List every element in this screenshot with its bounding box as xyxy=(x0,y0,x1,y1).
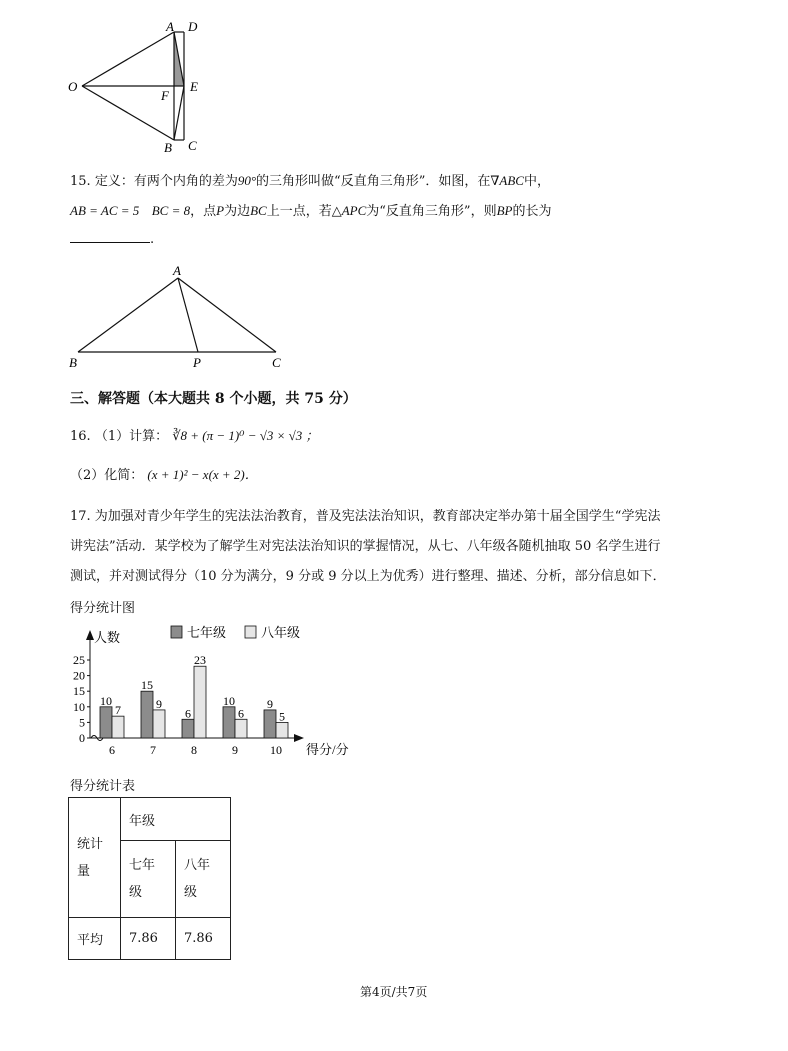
legend-swatch-grade7 xyxy=(171,626,182,638)
q15-text: 的三角形叫做“反直角三角形”．如图，在 xyxy=(256,174,491,189)
grade8-line2: 级 xyxy=(184,885,198,900)
y-axis-arrow xyxy=(86,630,94,640)
q16-part1-expression: ∛8 + (π − 1)⁰ − √3 × √3 ； xyxy=(172,428,319,443)
point-p: P xyxy=(216,203,225,218)
q15-answer-blank[interactable] xyxy=(70,232,154,247)
bar-value-label: 15 xyxy=(141,678,153,693)
bar-grade7-8 xyxy=(182,719,194,738)
x-tick-label: 8 xyxy=(191,743,197,757)
figure-triangle-abc xyxy=(66,262,296,374)
x-axis-arrow xyxy=(294,734,304,742)
bar-value-label: 10 xyxy=(223,693,235,708)
equation-bc: BC = 8 xyxy=(151,203,191,218)
section-title: 三、解答题（本大题共 8 个小题，共 75 分） xyxy=(70,391,357,407)
label-O: O xyxy=(68,79,78,94)
triangle-apc: APC xyxy=(341,203,367,218)
row-header-cell xyxy=(69,798,121,918)
col-header-cell: 年级 xyxy=(121,798,231,841)
figure-kite-geometry xyxy=(60,18,220,158)
bar-grade8-7 xyxy=(153,710,165,738)
label-P: P xyxy=(193,355,201,370)
triangle-symbol: ∇ xyxy=(490,174,500,189)
score-bar-chart xyxy=(60,620,380,765)
q16-number: 16. xyxy=(70,429,91,444)
x-tick-label: 6 xyxy=(109,743,115,757)
q15-text: 中， xyxy=(523,174,550,189)
grade8-header xyxy=(176,841,231,918)
avg-label: 平均 xyxy=(69,918,121,960)
y-tick-label: 20 xyxy=(73,668,85,683)
legend-label-grade8: 八年级 xyxy=(261,625,301,640)
q15-number: 15. xyxy=(70,174,91,189)
bar-grade7-7 xyxy=(141,691,153,738)
q15-text: 上一点，若△ xyxy=(266,204,342,219)
y-tick-label: 15 xyxy=(73,684,85,699)
bar-value-label: 6 xyxy=(185,706,191,721)
q15-text: 为“反直角三角形”，则 xyxy=(366,204,497,219)
bar-grade8-8 xyxy=(194,666,206,738)
side-bc: BC xyxy=(250,203,267,218)
label-B: B xyxy=(69,355,77,370)
q15-line2 xyxy=(70,200,551,219)
grade7-line2: 级 xyxy=(129,885,143,900)
bar-value-label: 23 xyxy=(194,653,206,668)
q15-text: 为边 xyxy=(224,204,251,219)
x-tick-label: 9 xyxy=(232,743,238,757)
grade7-line1: 七年 xyxy=(129,858,156,873)
bar-value-label: 9 xyxy=(156,696,162,711)
row-header-line1: 统计 xyxy=(77,836,104,852)
legend-swatch-grade8 xyxy=(245,626,256,638)
bar-grade8-10 xyxy=(276,722,288,738)
y-axis-label: 人数 xyxy=(94,630,121,645)
bar-grade8-6 xyxy=(112,716,124,738)
y-tick-label: 10 xyxy=(73,699,85,714)
label-F: F xyxy=(161,88,169,103)
score-stat-table xyxy=(68,797,231,960)
avg-grade7: 7.86 xyxy=(121,918,176,960)
bar-grade8-9 xyxy=(235,719,247,738)
y-tick-label: 25 xyxy=(73,653,85,667)
bar-value-label: 9 xyxy=(267,696,273,711)
bar-grade7-6 xyxy=(100,707,112,738)
table-caption: 得分统计表 xyxy=(70,779,136,794)
segment-bp: BP xyxy=(496,203,513,218)
label-A: A xyxy=(166,19,174,34)
bar-value-label: 5 xyxy=(279,709,285,724)
q16-part2 xyxy=(70,464,258,483)
bar-grade7-9 xyxy=(223,707,235,738)
grade7-header xyxy=(121,841,176,918)
y-tick-label: 0 xyxy=(79,731,85,745)
bar-value-label: 7 xyxy=(115,703,121,718)
y-tick-label: 5 xyxy=(79,715,85,730)
q16-part1-label: （1）计算： xyxy=(94,429,169,444)
x-tick-label: 10 xyxy=(270,743,282,757)
q16-part2-label: （2）化简： xyxy=(70,468,144,483)
q17-line3: 测试，并对测试得分（10 分为满分，9 分或 9 分以上为优秀）进行整理、描述、分析，部分信息如下． xyxy=(70,569,666,584)
label-E: E xyxy=(190,79,198,94)
chart-caption: 得分统计图 xyxy=(70,601,136,616)
q16-part2-expression: (x + 1)² − x(x + 2)． xyxy=(147,467,258,482)
bar-grade7-10 xyxy=(264,710,276,738)
avg-grade8: 7.86 xyxy=(176,918,231,960)
label-A: A xyxy=(173,263,181,278)
bar-value-label: 6 xyxy=(238,706,244,721)
triangle-name: ABC xyxy=(499,173,524,188)
q17-line2: 讲宪法”活动．某学校为了解学生对宪法法治知识的掌握情况，从七、八年级各随机抽取 50 名学生进行 xyxy=(70,539,661,554)
q15-angle: 90° xyxy=(237,173,257,188)
label-C: C xyxy=(272,355,281,370)
q15-line1 xyxy=(70,170,550,189)
x-axis-label: 得分/分 xyxy=(306,742,349,757)
row-header-line2: 量 xyxy=(77,863,91,879)
q15-text: 的长为 xyxy=(512,204,552,219)
bar-value-label: 10 xyxy=(100,693,112,708)
label-C: C xyxy=(188,138,197,153)
equation-ab-ac: AB = AC = 5 xyxy=(70,203,140,218)
q15-text: ，点 xyxy=(190,204,217,219)
q15-text: 定义：有两个内角的差为 xyxy=(94,174,238,189)
grade8-line1: 八年 xyxy=(184,858,211,873)
period: . xyxy=(150,232,155,247)
legend-label-grade7: 七年级 xyxy=(187,625,227,640)
page-footer: 第4页/共7页 xyxy=(360,985,428,999)
x-tick-label: 7 xyxy=(150,743,156,757)
q16-part1 xyxy=(70,425,319,444)
label-D: D xyxy=(188,19,198,34)
label-B: B xyxy=(164,140,172,155)
q17-line1: 17. 为加强对青少年学生的宪法法治教育，普及宪法法治知识，教育部决定举办第十届全国学生“学宪法 xyxy=(70,509,661,524)
